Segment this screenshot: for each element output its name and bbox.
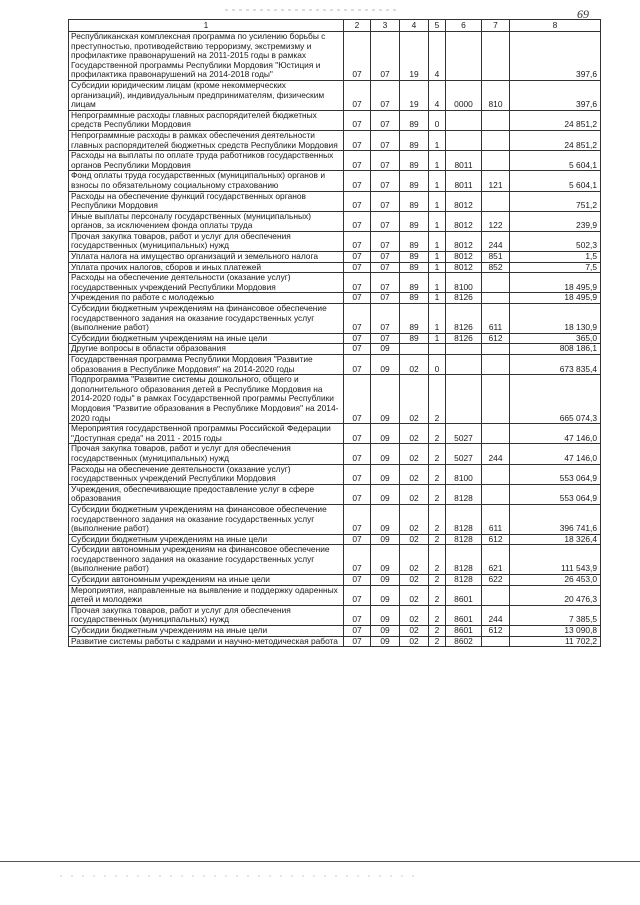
table-row <box>69 171 601 191</box>
amount: 7,5 <box>510 262 601 273</box>
row-name: Государственная программа Республики Мордовия "Развитие образования в Республике Мордовия" на 2014-2020 годы <box>69 355 344 375</box>
subsection-code: 09 <box>371 636 400 647</box>
amount: 47 146,0 <box>510 424 601 444</box>
subprogram-code: 2 <box>429 375 446 424</box>
amount: 7 385,5 <box>510 605 601 625</box>
program-code: 89 <box>400 191 429 211</box>
article-code <box>446 110 482 130</box>
subprogram-code: 2 <box>429 605 446 625</box>
subprogram-code: 2 <box>429 575 446 586</box>
expense-type-code: 852 <box>482 262 510 273</box>
subsection-code: 07 <box>371 231 400 251</box>
subsection-code: 09 <box>371 626 400 637</box>
expense-type-code: 612 <box>482 333 510 344</box>
subprogram-code: 1 <box>429 304 446 334</box>
page-bottom-rule <box>0 861 640 862</box>
expense-type-code <box>482 110 510 130</box>
program-code: 02 <box>400 444 429 464</box>
subprogram-code: 1 <box>429 231 446 251</box>
table-row <box>69 585 601 605</box>
amount: 18 130,9 <box>510 304 601 334</box>
subprogram-code: 1 <box>429 262 446 273</box>
program-code: 02 <box>400 605 429 625</box>
subprogram-code: 2 <box>429 585 446 605</box>
article-code: 8011 <box>446 171 482 191</box>
row-name: Субсидии бюджетным учреждениям на иные цели <box>69 626 344 637</box>
row-name: Субсидии юридическим лицам (кроме некоммерческих организаций), индивидуальным предпринимателям, физическим лицам <box>69 80 344 110</box>
amount: 1,5 <box>510 252 601 263</box>
program-code: 89 <box>400 231 429 251</box>
subprogram-code: 2 <box>429 534 446 545</box>
section-code: 07 <box>344 252 371 263</box>
expense-type-code <box>482 130 510 150</box>
table-row <box>69 464 601 484</box>
amount: 751,2 <box>510 191 601 211</box>
subprogram-code: 1 <box>429 191 446 211</box>
article-code: 8012 <box>446 191 482 211</box>
article-code: 8128 <box>446 504 482 534</box>
table-row <box>69 444 601 464</box>
row-name: Учреждения по работе с молодежью <box>69 293 344 304</box>
article-code: 8100 <box>446 273 482 293</box>
amount: 553 064,9 <box>510 484 601 504</box>
row-name: Прочая закупка товаров, работ и услуг для обеспечения государственных (муниципальных) нужд <box>69 444 344 464</box>
article-code: 8012 <box>446 231 482 251</box>
row-name: Уплата прочих налогов, сборов и иных платежей <box>69 262 344 273</box>
section-code: 07 <box>344 344 371 355</box>
row-name: Другие вопросы в области образования <box>69 344 344 355</box>
subprogram-code: 1 <box>429 171 446 191</box>
expense-type-code: 611 <box>482 504 510 534</box>
expense-type-code <box>482 344 510 355</box>
table-row <box>69 333 601 344</box>
table-row <box>69 191 601 211</box>
row-name: Субсидии автономным учреждениям на финансовое обеспечение государственного задания на оказание государственных услуг (выполнение работ) <box>69 545 344 575</box>
program-code: 02 <box>400 534 429 545</box>
table-row <box>69 375 601 424</box>
col-header: 2 <box>344 20 371 32</box>
subsection-code: 09 <box>371 344 400 355</box>
table-row <box>69 304 601 334</box>
subprogram-code: 2 <box>429 424 446 444</box>
subprogram-code: 1 <box>429 211 446 231</box>
row-name: Непрограммные расходы главных распорядителей бюджетных средств Республики Мордовия <box>69 110 344 130</box>
amount: 397,6 <box>510 32 601 81</box>
amount: 239,9 <box>510 211 601 231</box>
program-code: 02 <box>400 575 429 586</box>
section-code: 07 <box>344 171 371 191</box>
col-header: 4 <box>400 20 429 32</box>
section-code: 07 <box>344 151 371 171</box>
subsection-code: 09 <box>371 585 400 605</box>
subsection-code: 07 <box>371 130 400 150</box>
program-code: 89 <box>400 273 429 293</box>
subsection-code: 07 <box>371 171 400 191</box>
expense-type-code: 810 <box>482 80 510 110</box>
section-code: 07 <box>344 545 371 575</box>
program-code: 89 <box>400 110 429 130</box>
section-code: 07 <box>344 130 371 150</box>
amount: 26 453,0 <box>510 575 601 586</box>
subsection-code: 09 <box>371 464 400 484</box>
program-code: 89 <box>400 304 429 334</box>
row-name: Субсидии бюджетным учреждениям на иные цели <box>69 333 344 344</box>
table-row <box>69 151 601 171</box>
article-code: 5027 <box>446 424 482 444</box>
article-code: 8128 <box>446 545 482 575</box>
subprogram-code: 1 <box>429 293 446 304</box>
subsection-code: 09 <box>371 575 400 586</box>
subprogram-code: 1 <box>429 151 446 171</box>
subsection-code: 07 <box>371 262 400 273</box>
subsection-code: 07 <box>371 273 400 293</box>
amount: 20 476,3 <box>510 585 601 605</box>
section-code: 07 <box>344 273 371 293</box>
subprogram-code: 2 <box>429 504 446 534</box>
subprogram-code: 1 <box>429 273 446 293</box>
subsection-code: 07 <box>371 191 400 211</box>
section-code: 07 <box>344 424 371 444</box>
subsection-code: 09 <box>371 355 400 375</box>
amount: 11 702,2 <box>510 636 601 647</box>
col-header: 6 <box>446 20 482 32</box>
article-code: 8602 <box>446 636 482 647</box>
program-code: 89 <box>400 333 429 344</box>
row-name: Учреждения, обеспечивающие предоставление услуг в сфере образования <box>69 484 344 504</box>
expense-type-code: 611 <box>482 304 510 334</box>
subprogram-code: 2 <box>429 545 446 575</box>
subsection-code: 09 <box>371 444 400 464</box>
section-code: 07 <box>344 575 371 586</box>
amount: 502,3 <box>510 231 601 251</box>
subsection-code: 09 <box>371 545 400 575</box>
row-name: Иные выплаты персоналу государственных (муниципальных) органов, за исключением фонда оплаты труда <box>69 211 344 231</box>
table-row <box>69 273 601 293</box>
expense-type-code <box>482 375 510 424</box>
table-row <box>69 293 601 304</box>
row-name: Расходы на выплаты по оплате труда работников государственных органов Республики Мордовия <box>69 151 344 171</box>
subprogram-code: 2 <box>429 626 446 637</box>
expense-type-code <box>482 484 510 504</box>
row-name: Мероприятия государственной программы Российской Федерации "Доступная среда" на 2011 - 2015 годы <box>69 424 344 444</box>
row-name: Прочая закупка товаров, работ и услуг для обеспечения государственных (муниципальных) нужд <box>69 231 344 251</box>
expense-type-code <box>482 191 510 211</box>
table-row <box>69 130 601 150</box>
row-name: Субсидии автономным учреждениям на иные цели <box>69 575 344 586</box>
subsection-code: 07 <box>371 252 400 263</box>
program-code: 02 <box>400 464 429 484</box>
article-code: 8126 <box>446 293 482 304</box>
section-code: 07 <box>344 262 371 273</box>
table-row <box>69 636 601 647</box>
program-code: 89 <box>400 171 429 191</box>
expense-type-code: 622 <box>482 575 510 586</box>
expense-type-code <box>482 585 510 605</box>
amount: 18 495,9 <box>510 293 601 304</box>
subsection-code: 07 <box>371 151 400 171</box>
amount: 673 835,4 <box>510 355 601 375</box>
section-code: 07 <box>344 304 371 334</box>
subprogram-code: 2 <box>429 484 446 504</box>
section-code: 07 <box>344 626 371 637</box>
program-code: 89 <box>400 262 429 273</box>
amount: 553 064,9 <box>510 464 601 484</box>
budget-table <box>68 19 601 647</box>
amount: 18 326,4 <box>510 534 601 545</box>
subprogram-code: 0 <box>429 355 446 375</box>
col-header: 1 <box>69 20 344 32</box>
section-code: 07 <box>344 293 371 304</box>
program-code: 89 <box>400 130 429 150</box>
col-header: 8 <box>510 20 601 32</box>
header-row <box>69 20 601 32</box>
program-code: 02 <box>400 424 429 444</box>
subsection-code: 07 <box>371 293 400 304</box>
subsection-code: 09 <box>371 605 400 625</box>
expense-type-code: 621 <box>482 545 510 575</box>
subsection-code: 07 <box>371 211 400 231</box>
table-row <box>69 626 601 637</box>
table-row <box>69 80 601 110</box>
subprogram-code: 4 <box>429 32 446 81</box>
subprogram-code <box>429 344 446 355</box>
amount: 47 146,0 <box>510 444 601 464</box>
program-code <box>400 344 429 355</box>
expense-type-code: 244 <box>482 444 510 464</box>
col-header: 3 <box>371 20 400 32</box>
section-code: 07 <box>344 375 371 424</box>
subsection-code: 07 <box>371 333 400 344</box>
article-code <box>446 130 482 150</box>
row-name: Расходы на обеспечение функций государственных органов Республики Мордовия <box>69 191 344 211</box>
row-name: Субсидии бюджетным учреждениям на финансовое обеспечение государственного задания на оказание государственных услуг (выполнение работ) <box>69 504 344 534</box>
subprogram-code: 2 <box>429 636 446 647</box>
row-name: Подпрограмма "Развитие системы дошкольного, общего и дополнительного образования детей в Республике Мордовия на 2014-2020 годы" в рамках Государственной программы Республики Мордовия "Развитие образования в Республике Мордовия" на 2014-2020 годы <box>69 375 344 424</box>
program-code: 19 <box>400 32 429 81</box>
section-code: 07 <box>344 464 371 484</box>
program-code: 02 <box>400 484 429 504</box>
program-code: 02 <box>400 375 429 424</box>
section-code: 07 <box>344 484 371 504</box>
expense-type-code: 244 <box>482 605 510 625</box>
col-header: 5 <box>429 20 446 32</box>
subsection-code: 07 <box>371 80 400 110</box>
expense-type-code: 851 <box>482 252 510 263</box>
article-code: 0000 <box>446 80 482 110</box>
expense-type-code <box>482 151 510 171</box>
section-code: 07 <box>344 636 371 647</box>
section-code: 07 <box>344 504 371 534</box>
amount: 397,6 <box>510 80 601 110</box>
subprogram-code: 4 <box>429 80 446 110</box>
row-name: Мероприятия, направленные на выявление и поддержку одаренных детей и молодежи <box>69 585 344 605</box>
table-row <box>69 110 601 130</box>
section-code: 07 <box>344 231 371 251</box>
article-code <box>446 355 482 375</box>
article-code <box>446 32 482 81</box>
article-code: 8601 <box>446 626 482 637</box>
subsection-code: 09 <box>371 375 400 424</box>
section-code: 07 <box>344 355 371 375</box>
section-code: 07 <box>344 80 371 110</box>
table-row <box>69 575 601 586</box>
expense-type-code <box>482 273 510 293</box>
article-code: 8011 <box>446 151 482 171</box>
section-code: 07 <box>344 211 371 231</box>
subprogram-code: 1 <box>429 333 446 344</box>
expense-type-code: 121 <box>482 171 510 191</box>
article-code: 8126 <box>446 333 482 344</box>
row-name: Республиканская комплексная программа по усилению борьбы с преступностью, противодействию терроризму, экстремизму и профилактике правонарушений на 2011-2015 годы в рамках Государственной программы Республики Мордовия "Юстиция и профилактика правонарушений на 2014-2018 годы" <box>69 32 344 81</box>
expense-type-code <box>482 293 510 304</box>
program-code: 02 <box>400 585 429 605</box>
article-code: 8601 <box>446 585 482 605</box>
amount: 396 741,6 <box>510 504 601 534</box>
row-name: Субсидии бюджетным учреждениям на финансовое обеспечение государственного задания на оказание государственных услуг (выполнение работ) <box>69 304 344 334</box>
article-code: 8012 <box>446 252 482 263</box>
table-row <box>69 262 601 273</box>
section-code: 07 <box>344 534 371 545</box>
table-row <box>69 344 601 355</box>
row-name: Субсидии бюджетным учреждениям на иные цели <box>69 534 344 545</box>
col-header: 7 <box>482 20 510 32</box>
subprogram-code: 2 <box>429 444 446 464</box>
expense-type-code: 612 <box>482 626 510 637</box>
amount: 5 604,1 <box>510 171 601 191</box>
subsection-code: 07 <box>371 110 400 130</box>
table-row <box>69 252 601 263</box>
table-row <box>69 424 601 444</box>
table-row <box>69 32 601 81</box>
article-code: 8601 <box>446 605 482 625</box>
expense-type-code <box>482 424 510 444</box>
subsection-code: 09 <box>371 504 400 534</box>
program-code: 19 <box>400 80 429 110</box>
subsection-code: 09 <box>371 484 400 504</box>
row-name: Уплата налога на имущество организаций и земельного налога <box>69 252 344 263</box>
amount: 13 090,8 <box>510 626 601 637</box>
row-name: Прочая закупка товаров, работ и услуг для обеспечения государственных (муниципальных) нужд <box>69 605 344 625</box>
subprogram-code: 1 <box>429 252 446 263</box>
section-code: 07 <box>344 605 371 625</box>
amount: 111 543,9 <box>510 545 601 575</box>
row-name: Непрограммные расходы в рамках обеспечения деятельности главных распорядителей бюджетных средств Республики Мордовия <box>69 130 344 150</box>
article-code: 8126 <box>446 304 482 334</box>
section-code: 07 <box>344 444 371 464</box>
table-row <box>69 355 601 375</box>
table-row <box>69 545 601 575</box>
table-row <box>69 504 601 534</box>
amount: 808 186,1 <box>510 344 601 355</box>
article-code: 8012 <box>446 211 482 231</box>
article-code: 8100 <box>446 464 482 484</box>
subsection-code: 07 <box>371 304 400 334</box>
program-code: 02 <box>400 504 429 534</box>
program-code: 02 <box>400 626 429 637</box>
section-code: 07 <box>344 333 371 344</box>
row-name: Фонд оплаты труда государственных (муниципальных) органов и взносы по обязательному социальному страхованию <box>69 171 344 191</box>
row-name: Развитие системы работы с кадрами и научно-методическая работа <box>69 636 344 647</box>
expense-type-code <box>482 464 510 484</box>
expense-type-code: 612 <box>482 534 510 545</box>
table-row <box>69 534 601 545</box>
amount: 24 851,2 <box>510 110 601 130</box>
article-code: 8128 <box>446 575 482 586</box>
subsection-code: 09 <box>371 424 400 444</box>
program-code: 02 <box>400 545 429 575</box>
table-row <box>69 605 601 625</box>
subprogram-code: 1 <box>429 130 446 150</box>
amount: 18 495,9 <box>510 273 601 293</box>
amount: 665 074,3 <box>510 375 601 424</box>
program-code: 89 <box>400 211 429 231</box>
expense-type-code <box>482 32 510 81</box>
program-code: 89 <box>400 293 429 304</box>
scan-artifact-top <box>0 8 640 12</box>
expense-type-code <box>482 355 510 375</box>
program-code: 02 <box>400 355 429 375</box>
section-code: 07 <box>344 585 371 605</box>
article-code <box>446 344 482 355</box>
article-code: 8128 <box>446 534 482 545</box>
page-number: 69 <box>577 7 589 21</box>
scan-artifact-bottom <box>0 874 640 878</box>
subsection-code: 09 <box>371 534 400 545</box>
row-name: Расходы на обеспечение деятельности (оказание услуг) государственных учреждений Республики Мордовия <box>69 464 344 484</box>
subprogram-code: 2 <box>429 464 446 484</box>
amount: 365,0 <box>510 333 601 344</box>
row-name: Расходы на обеспечение деятельности (оказание услуг) государственных учреждений Республики Мордовия <box>69 273 344 293</box>
program-code: 02 <box>400 636 429 647</box>
expense-type-code: 244 <box>482 231 510 251</box>
section-code: 07 <box>344 32 371 81</box>
section-code: 07 <box>344 110 371 130</box>
section-code: 07 <box>344 191 371 211</box>
subprogram-code: 0 <box>429 110 446 130</box>
subsection-code: 07 <box>371 32 400 81</box>
table-row <box>69 231 601 251</box>
amount: 5 604,1 <box>510 151 601 171</box>
amount: 24 851,2 <box>510 130 601 150</box>
article-code: 8012 <box>446 262 482 273</box>
article-code: 5027 <box>446 444 482 464</box>
article-code: 8128 <box>446 484 482 504</box>
program-code: 89 <box>400 151 429 171</box>
article-code <box>446 375 482 424</box>
table-row <box>69 211 601 231</box>
table-row <box>69 484 601 504</box>
expense-type-code: 122 <box>482 211 510 231</box>
expense-type-code <box>482 636 510 647</box>
program-code: 89 <box>400 252 429 263</box>
